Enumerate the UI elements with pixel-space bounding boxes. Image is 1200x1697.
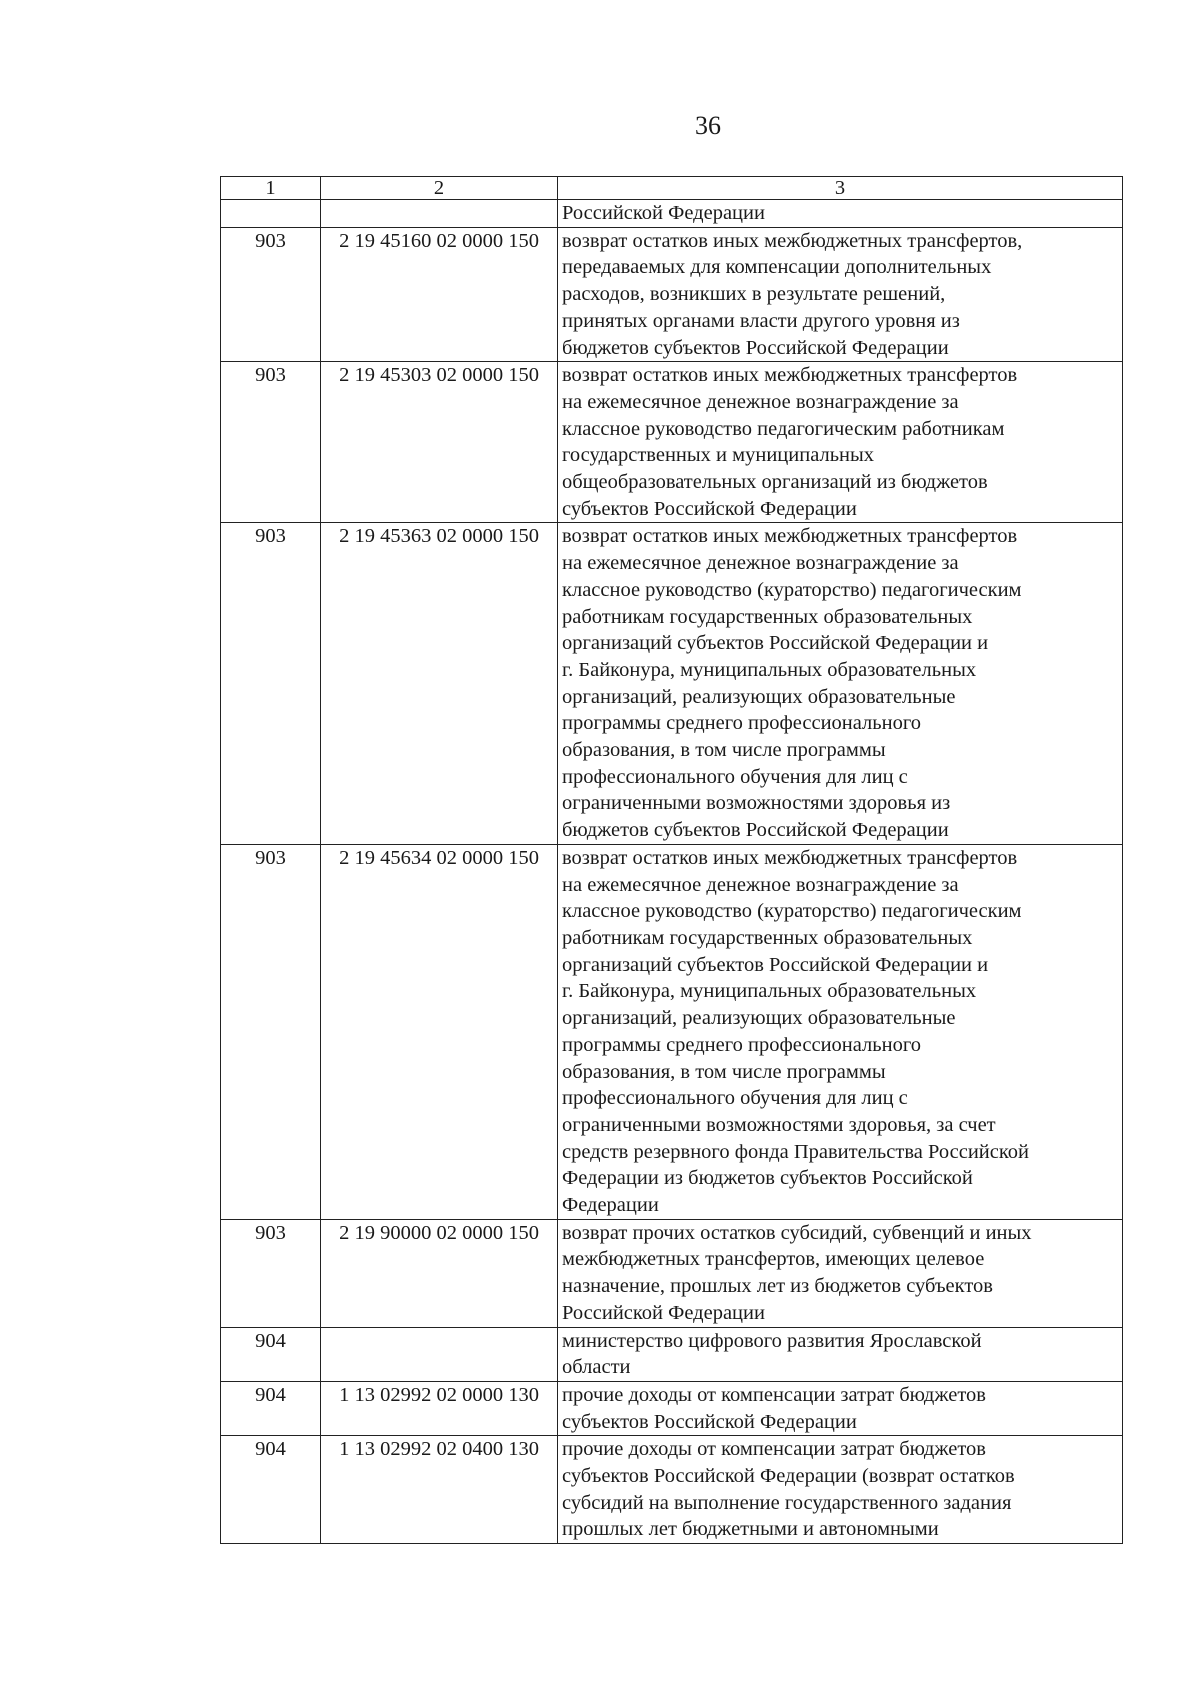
budget-code-cell (321, 200, 558, 228)
table-row (221, 523, 1123, 844)
header-col-2: 2 (321, 177, 558, 200)
description-line: прочие доходы от компенсации затрат бюджетов (562, 1383, 986, 1406)
admin-code-cell: 903 (221, 362, 321, 523)
header-col-1: 1 (221, 177, 321, 200)
description-line: на ежемесячное денежное вознаграждение за (562, 873, 959, 896)
description-line: профессионального обучения для лиц с (562, 1087, 908, 1110)
description-line: классное руководство (кураторство) педагогическим (562, 900, 1022, 923)
description-line: работникам государственных образовательных (562, 926, 973, 949)
admin-code-cell (221, 200, 321, 228)
description-line: организаций, реализующих образовательные (562, 1007, 956, 1030)
budget-code-cell: 2 19 45634 02 0000 150 (321, 844, 558, 1219)
description-line: государственных и муниципальных (562, 444, 875, 467)
description-line: Российской Федерации (562, 202, 765, 224)
description-line: организаций субъектов Российской Федерации и (562, 953, 989, 976)
description-line: профессионального обучения для лиц с (562, 765, 908, 788)
description-line: Российской Федерации (562, 1301, 765, 1324)
description-line: образования, в том числе программы (562, 739, 886, 762)
admin-code-cell: 903 (221, 1219, 321, 1327)
table-row (221, 1219, 1123, 1327)
budget-code-cell: 2 19 45363 02 0000 150 (321, 523, 558, 844)
description-cell (558, 362, 1123, 523)
description-line: г. Байконура, муниципальных образовательных (562, 980, 977, 1003)
description-line: возврат остатков иных межбюджетных трансфертов, (562, 229, 1023, 252)
description-line: субсидий на выполнение государственного задания (562, 1491, 1012, 1514)
description-cell (558, 1327, 1123, 1381)
budget-code-cell: 2 19 45160 02 0000 150 (321, 227, 558, 362)
description-line: классное руководство (кураторство) педагогическим (562, 578, 1022, 601)
description-line: прочие доходы от компенсации затрат бюджетов (562, 1438, 986, 1461)
admin-code-cell: 904 (221, 1436, 321, 1544)
admin-code-cell: 903 (221, 227, 321, 362)
table-row (221, 227, 1123, 362)
admin-code-cell: 904 (221, 1381, 321, 1435)
table-row (221, 844, 1123, 1219)
description-line: г. Байконура, муниципальных образовательных (562, 658, 977, 681)
description-line: программы среднего профессионального (562, 712, 922, 735)
description-line: ограниченными возможностями здоровья, за счет (562, 1113, 996, 1136)
description-line: субъектов Российской Федерации (562, 497, 857, 520)
header-row (221, 177, 1123, 200)
budget-code-cell (321, 1327, 558, 1381)
description-line: межбюджетных трансфертов, имеющих целевое (562, 1248, 985, 1271)
budget-code-cell: 2 19 90000 02 0000 150 (321, 1219, 558, 1327)
description-line: на ежемесячное денежное вознаграждение за (562, 552, 959, 575)
admin-code-cell: 903 (221, 523, 321, 844)
description-cell (558, 200, 1123, 228)
description-line: на ежемесячное денежное вознаграждение за (562, 390, 959, 413)
description-line: работникам государственных образовательных (562, 605, 973, 628)
description-line: Федерации из бюджетов субъектов Российской (562, 1167, 973, 1190)
revenue-codes-table (220, 176, 1123, 1544)
description-line: расходов, возникших в результате решений, (562, 283, 946, 306)
description-line: возврат остатков иных межбюджетных трансфертов (562, 846, 1018, 869)
description-line: образования, в том числе программы (562, 1060, 886, 1083)
description-line: бюджетов субъектов Российской Федерации (562, 336, 949, 359)
admin-code-cell: 904 (221, 1327, 321, 1381)
description-line: возврат прочих остатков субсидий, субвенций и иных (562, 1221, 1032, 1244)
table-body (221, 177, 1123, 1544)
description-cell (558, 227, 1123, 362)
budget-code-cell: 1 13 02992 02 0400 130 (321, 1436, 558, 1544)
description-line: субъектов Российской Федерации (562, 1410, 857, 1433)
budget-code-cell: 1 13 02992 02 0000 130 (321, 1381, 558, 1435)
description-line: программы среднего профессионального (562, 1033, 922, 1056)
table-row (221, 362, 1123, 523)
description-line: возврат остатков иных межбюджетных трансфертов (562, 525, 1018, 548)
description-line: организаций субъектов Российской Федерации и (562, 632, 989, 655)
description-cell (558, 844, 1123, 1219)
budget-code-cell: 2 19 45303 02 0000 150 (321, 362, 558, 523)
description-line: классное руководство педагогическим работникам (562, 417, 1005, 440)
description-line: бюджетов субъектов Российской Федерации (562, 819, 949, 842)
description-line: субъектов Российской Федерации (возврат остатков (562, 1465, 1015, 1488)
description-line: ограниченными возможностями здоровья из (562, 792, 951, 815)
header-col-3: 3 (558, 177, 1123, 200)
description-cell (558, 523, 1123, 844)
description-line: принятых органами власти другого уровня из (562, 309, 960, 332)
table-row (221, 1327, 1123, 1381)
page-number: 36 (695, 111, 721, 140)
description-line: общеобразовательных организаций из бюджетов (562, 471, 988, 494)
description-line: области (562, 1356, 631, 1379)
table-row (221, 200, 1123, 228)
description-line: возврат остатков иных межбюджетных трансфертов (562, 364, 1018, 387)
description-line: организаций, реализующих образовательные (562, 685, 956, 708)
description-line: средств резервного фонда Правительства Российской (562, 1140, 1030, 1163)
description-line: назначение, прошлых лет из бюджетов субъектов (562, 1275, 993, 1298)
description-cell (558, 1219, 1123, 1327)
table-row (221, 1381, 1123, 1435)
description-line: передаваемых для компенсации дополнительных (562, 256, 992, 279)
description-cell (558, 1436, 1123, 1544)
admin-code-cell: 903 (221, 844, 321, 1219)
description-cell (558, 1381, 1123, 1435)
description-line: Федерации (562, 1194, 659, 1217)
table-row (221, 1436, 1123, 1544)
description-line: министерство цифрового развития Ярославской (562, 1329, 982, 1352)
description-line: прошлых лет бюджетными и автономными (562, 1518, 939, 1541)
